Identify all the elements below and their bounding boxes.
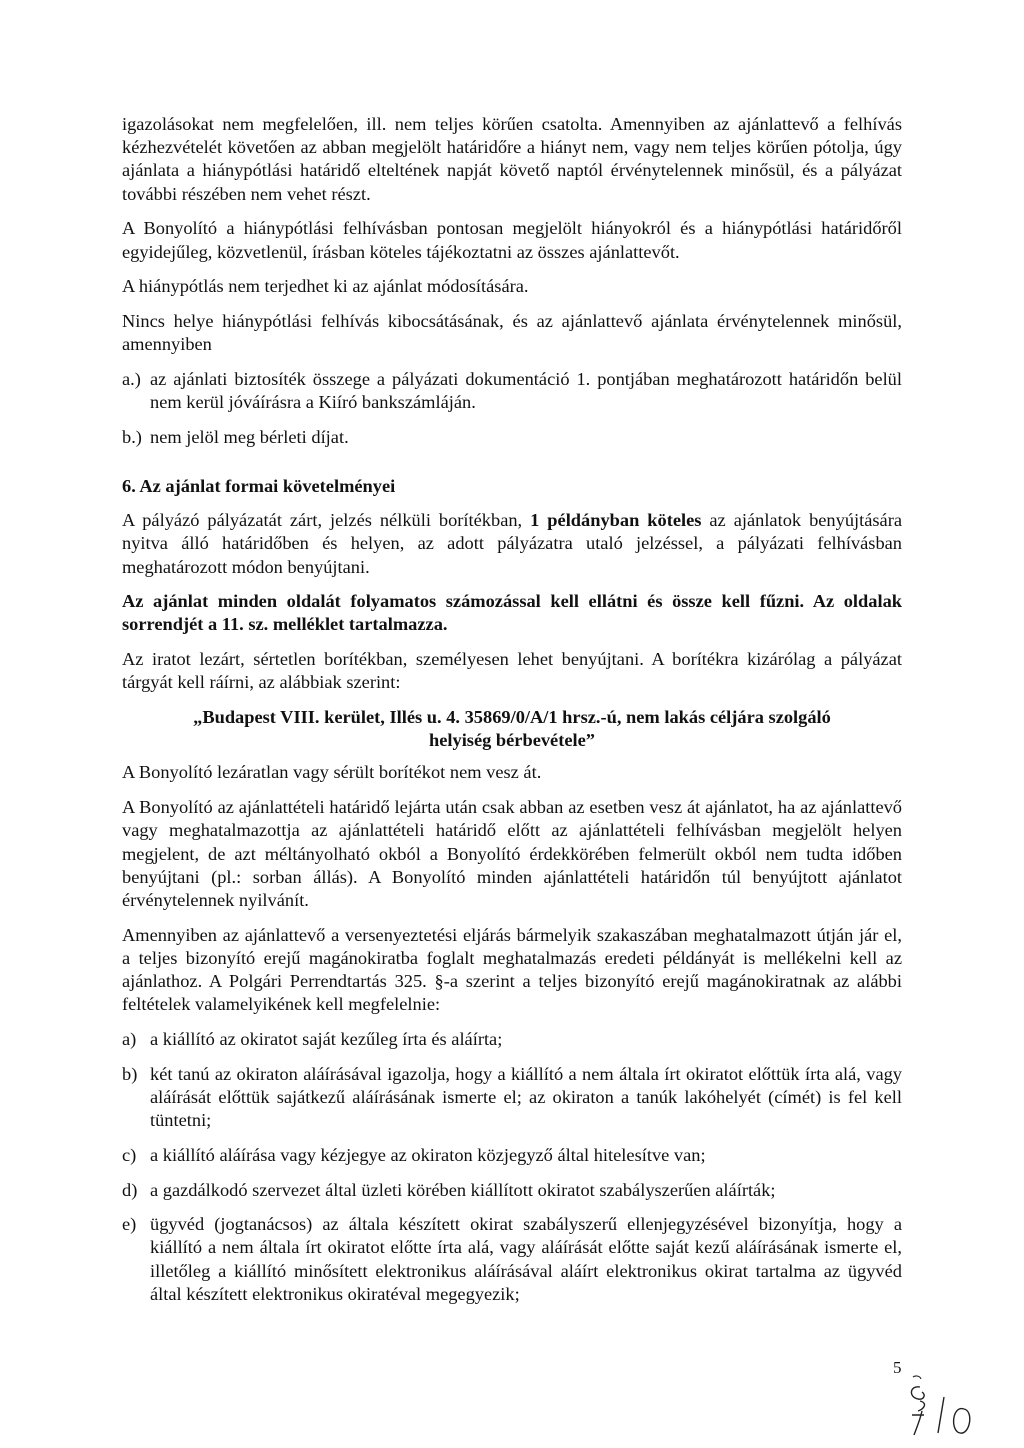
envelope-label <box>122 706 902 752</box>
list-item-text: a gazdálkodó szervezet által üzleti körében kiállított okiratot szabályszerűen aláírták; <box>150 1179 776 1200</box>
paragraph-no-modification: A hiánypótlás nem terjedhet ki az ajánlat módosítására. <box>122 276 529 297</box>
list-marker: d) <box>122 1179 138 1200</box>
paragraph-no-deficiency-call: Nincs helye hiánypótlási felhívás kibocsátásának, és az ajánlattevő ajánlata érvénytelennek minősül, amennyiben <box>122 310 902 355</box>
paragraph-unsealed-envelope: A Bonyolító lezáratlan vagy sérült borítékot nem vesz át. <box>122 762 542 783</box>
list-item <box>122 1063 902 1133</box>
list-item <box>122 426 902 449</box>
list-item-text: két tanú az okiraton aláírásával igazolja, hogy a kiállító a nem általa írt okiratot előttük írta alá, vagy aláírását előttük sajátkezű aláírásának ismerte el; az okiraton a tanúk lakóhelyét (címét) is fel kell tüntetni; <box>150 1063 902 1131</box>
handwritten-initials-signature <box>898 1375 998 1437</box>
section-heading: 6. Az ajánlat formai követelményei <box>122 475 396 496</box>
list-item-text: ügyvéd (jogtanácsos) az általa készített okirat szabályszerű ellenjegyzésével bizonyítja, hogy a kiállító a nem általa írt okiratot előtte írta alá, vagy aláírását előtte saját kezű aláírásának ismerte el, illetőleg a kiállító minősített elektronikus aláírásával aláírt elektronikus okirat tartalma az ügyvéd által készített elektronikus okiratéval megegyezik; <box>150 1214 902 1304</box>
list-item <box>122 1028 902 1051</box>
list-item <box>122 368 902 414</box>
paragraph-authorized-representative: Amennyiben az ajánlattevő a versenyeztetési eljárás bármelyik szakaszában meghatalmazott útján jár el, a teljes bizonyító erejű magánokiratba foglalt meghatalmazás eredeti példányát is mellékelni kell az ajánlathoz. A Polgári Perrendtartás 325. §-a szerint a teljes bizonyító erejű magánokiratnak az alábbi feltételek valamelyikének kell megfelelnie: <box>122 924 902 1015</box>
envelope-label-line2: helyiség bérbevétele” <box>429 730 595 751</box>
paragraph-envelope: Az iratot lezárt, sértetlen borítékban, személyesen lehet benyújtani. A borítékra kizárólag a pályázat tárgyát kell ráírni, az alábbiak szerint: <box>122 649 902 693</box>
paragraph-submission-format <box>122 509 902 579</box>
text-run: A pályázó pályázatát zárt, jelzés nélküli borítékban, <box>122 510 531 531</box>
list-marker: a) <box>122 1029 137 1049</box>
list-item-text: az ajánlati biztosíték összege a pályázati dokumentáció 1. pontjában meghatározott határidőn belül nem kerül jóváírásra a Kiíró bankszámláján. <box>150 368 902 413</box>
paragraph-deficiency-notice: A Bonyolító a hiánypótlási felhívásban pontosan megjelölt hiányokról és a hiánypótlási határidőről egyidejűleg, közvetlenül, írásban köteles tájékoztatni az összes ajánlattevőt. <box>122 218 902 262</box>
list-marker: a.) <box>122 368 141 389</box>
list-marker: c) <box>122 1144 137 1165</box>
paragraph-page-numbering: Az ajánlat minden oldalát folyamatos számozással kell ellátni és össze kell fűzni. Az oldalak sorrendjét a 11. sz. melléklet tartalmazza. <box>122 591 902 635</box>
paragraph-invalid-submission: igazolásokat nem megfelelően, ill. nem teljes körűen csatolta. Amennyiben az ajánlattevő a felhívás kézhezvételét követően az abban megjelölt határidőre a hiányt nem, vagy nem teljes körűen pótolja, úgy ajánlata a hiánypótlási határidő elteltének napját követő naptól érvénytelennek minősül, és a pályázat további részében nem vehet részt. <box>122 114 902 204</box>
list-item-text: a kiállító az okiratot saját kezűleg írta és aláírta; <box>150 1029 503 1049</box>
list-marker: b.) <box>122 426 142 447</box>
page-number: 5 <box>893 1358 902 1377</box>
list-item <box>122 1213 902 1306</box>
list-item <box>122 1179 902 1202</box>
text-run: az ajánlatok benyújtására nyitva álló határidőben és helyen, az adott pályázatra utaló jelzéssel, a pályázati felhívásban meghatározott módon benyújtani. <box>122 510 902 577</box>
list-item-text: a kiállító aláírása vagy kézjegye az okiraton közjegyző által hitelesítve van; <box>150 1144 706 1165</box>
bold-text-run: 1 példányban köteles <box>530 510 702 531</box>
list-marker: b) <box>122 1063 138 1084</box>
paragraph-late-submission: A Bonyolító az ajánlattételi határidő lejárta után csak abban az esetben vesz át ajánlatot, ha az ajánlattevő vagy meghatalmazottja az ajánlattételi határidő előtt az ajánlattételi felhívásban megjelölt helyen megjelent, de azt méltányolható okból a Bonyolító érdekkörében felmerült okból nem tudta időben benyújtani (pl.: sorban állás). A Bonyolító minden ajánlattételi határidőn túl benyújtott ajánlatot érvénytelennek nyilvánít. <box>122 797 902 910</box>
list-item-text: nem jelöl meg bérleti díjat. <box>150 426 349 447</box>
document-page <box>122 113 902 1318</box>
envelope-label-line1: „Budapest VIII. kerület, Illés u. 4. 35869/0/A/1 hrsz.-ú, nem lakás céljára szolgáló <box>193 707 831 728</box>
list-marker: e) <box>122 1214 137 1235</box>
list-item <box>122 1144 902 1167</box>
